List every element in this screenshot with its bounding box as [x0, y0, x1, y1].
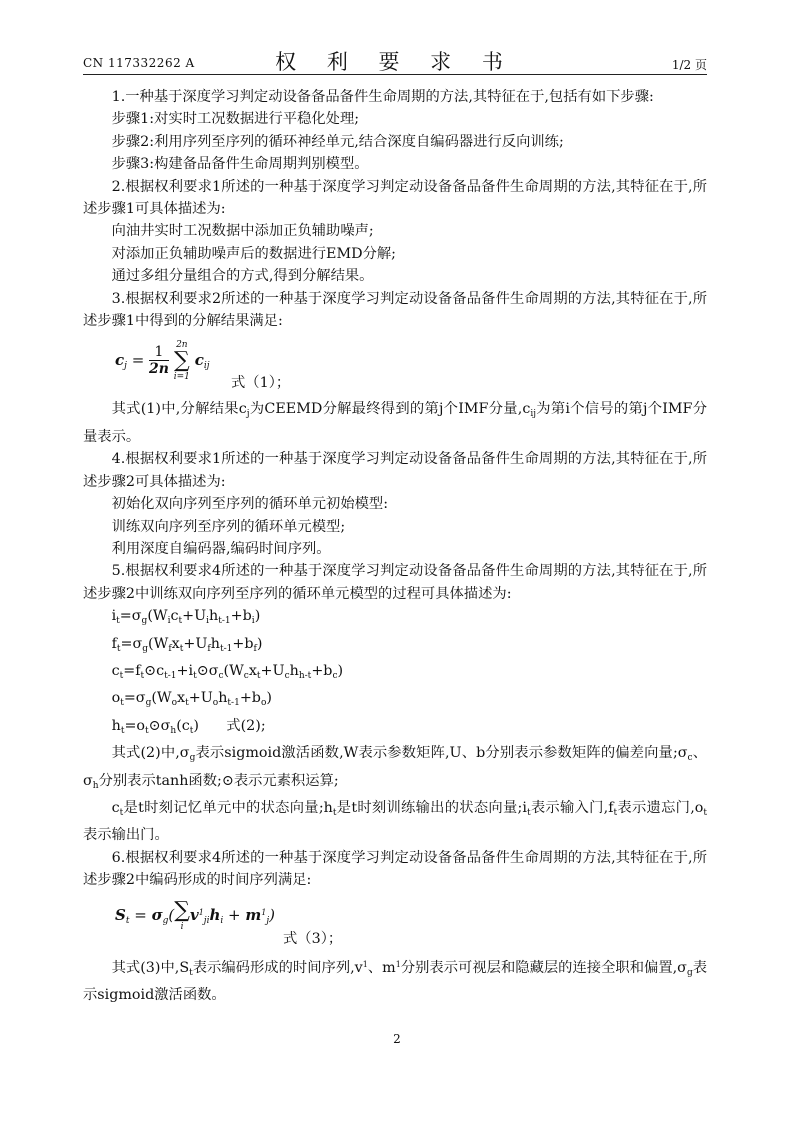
claim-2-item-a: 向油井实时工况数据中添加正负辅助噪声; [111, 223, 374, 240]
claim-4-item-b: 训练双向序列至序列的循环单元模型; [111, 518, 346, 535]
claim-5-note-1: 其式(2)中$,\sigma_g$表示sigmoid激活函数,W表示参数矩阵,U、b分别表示参数矩阵的偏差向量$;\sigma_c$、$\sigma_h$分别表示tanh函数;⊙表示元素积运算; [83, 745, 708, 791]
claim-3-note: 其式(1)中,分解结果$c_j$为CEEMD分解最终得到的第j个IMF分量$,c_{ij}$为第i个信号的第j个IMF分量表示。 [83, 401, 708, 445]
claim-5-note-2: $c_t$是t时刻记忆单元中的状态向量$;h_t$是t时刻训练输出的状态向量$;i_t$表示输入门$,f_t$表示遗忘门$,o_t$表示输出门。 [83, 799, 708, 844]
formula-1-label: 式（1）； [231, 375, 291, 392]
claim-4-item-a: 初始化双向序列至序列的循环单元初始模型: [111, 496, 389, 513]
claim-6: 6.根据权利要求4所述的一种基于深度学习判定动设备备品备件生命周期的方法,其特征在于,所述步骤2中编码形成的时间序列满足: [83, 849, 707, 889]
claim-2-item-b: 对添加正负辅助噪声后的数据进行EMD分解; [111, 245, 396, 262]
formula-1 [83, 334, 707, 398]
claim-5: 5.根据权利要求4所述的一种基于深度学习判定动设备备品备件生命周期的方法,其特征在于,所述步骤2中训练双向序列至序列的循环单元模型的过程可具体描述为: [83, 563, 707, 602]
formula-1-fraction: $\frac{1}{2n}$ [149, 344, 169, 378]
claim-1-step-1: 步骤1:对实时工况数据进行平稳化处理; [111, 111, 360, 128]
claim-2-item-c: 通过多组分量组合的方式,得到分解结果。 [111, 268, 374, 285]
claim-1: 1.一种基于深度学习判定动设备备品备件生命周期的方法,其特征在于,包括有如下步骤: [111, 89, 654, 105]
formula-1-sum: 2n ∑ i=1 [173, 340, 190, 383]
header-rule [83, 74, 707, 75]
claim-2: 2.根据权利要求1所述的一种基于深度学习判定动设备备品备件生命周期的方法,其特征在于,所述步骤1可具体描述为: [83, 178, 707, 218]
page-number: 2 [393, 1032, 401, 1046]
equation-hidden-state: $h_t=o_t⊙\sigma_h(c_t)$ 式(2); [111, 717, 266, 736]
claim-3: 3.根据权利要求2所述的一种基于深度学习判定动设备备品备件生命周期的方法,其特征在于,所述步骤1中得到的分解结果满足: [83, 290, 707, 330]
formula-3 [83, 894, 707, 954]
formula-2-label: 式(2); [226, 717, 266, 734]
doc-number: CN 117332262 A [83, 56, 195, 70]
claim-4-item-c: 利用深度自编码器,编码时间序列。 [111, 540, 331, 557]
equation-forget-gate: $f_t=\sigma_g(W_fx_t+U_fh_{t-1}+b_f)$ [111, 635, 263, 654]
page-info: 1/2 页 [671, 58, 707, 72]
equation-input-gate: $i_t=\sigma_g(W_ic_t+U_ih_{t-1}+b_i)$ [111, 608, 261, 627]
page-title: 权 利 要 求 书 [275, 50, 515, 74]
claim-6-note: 其式(3)中$,S_t$表示编码形成的时间序列$,v^1$、$m^1$分别表示可视层和隐藏层的连接全职和偏置$,\sigma_g$表示sigmoid激活函数。 [83, 959, 708, 1003]
claim-4: 4.根据权利要求1所述的一种基于深度学习判定动设备备品备件生命周期的方法,其特征在于,所述步骤2可具体描述为: [83, 451, 707, 490]
equation-output-gate: $o_t=\sigma_g(W_ox_t+U_oh_{t-1}+b_o)$ [111, 690, 272, 709]
formula-1-expression: $c_j$ = $\frac{1}{2n}$ 2n ∑ i=1 $c_{ij}$ [115, 340, 210, 383]
claims-body [83, 86, 707, 1006]
formula-3-expression: $S_t = \sigma_g$( ∑ i $v^1_{ji}h_i + m^1_j$) [115, 897, 275, 932]
claim-1-step-3: 步骤3:构建备品备件生命周期判别模型。 [111, 156, 369, 173]
claim-1-step-2: 步骤2:利用序列至序列的循环神经单元,结合深度自编码器进行反向训练; [111, 133, 564, 150]
equation-cell-state: $c_t=f_t⊙c_{t-1}+i_t⊙\sigma_c(W_cx_t+U_ch_{h-t}+b_c)$ [111, 662, 344, 681]
formula-3-label: 式（3）； [283, 930, 343, 947]
page-header [83, 44, 707, 74]
